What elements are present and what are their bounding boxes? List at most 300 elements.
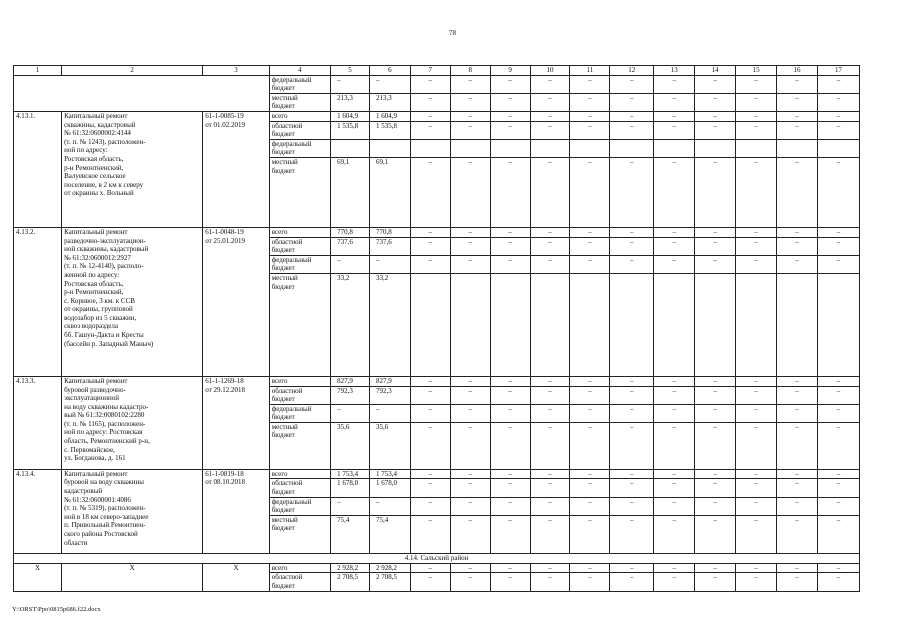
value-cell: – <box>610 422 654 469</box>
permit-number-line: от 08.10.2018 <box>205 478 245 487</box>
funding-source-label <box>269 121 330 139</box>
value-cell: – <box>695 157 736 227</box>
section-title: 4.14. Сальский район <box>14 553 860 563</box>
value-cell: – <box>570 479 610 497</box>
value-col5: 1 753,4 <box>331 469 370 479</box>
item-description-line: водозабор из 5 скважин, <box>64 313 137 322</box>
value-cell <box>410 139 450 157</box>
value-cell: – <box>410 469 450 479</box>
value-cell: – <box>777 563 818 573</box>
value-cell: – <box>410 111 450 121</box>
value-cell: – <box>490 497 530 515</box>
value-cell: – <box>777 255 818 273</box>
value-cell: – <box>817 93 859 111</box>
value-cell: – <box>654 469 695 479</box>
permit-number-line: от 01.02.2019 <box>205 120 245 129</box>
funding-source-label-line: бюджет <box>271 84 295 93</box>
value-col5: – <box>331 255 370 273</box>
value-cell: – <box>570 376 610 386</box>
value-cell: – <box>695 422 736 469</box>
item-description-line: области <box>64 538 88 547</box>
item-description-line: от окраины, групповой <box>64 305 133 314</box>
funding-source-label-line: всего <box>271 563 288 572</box>
value-cell: – <box>817 111 859 121</box>
item-description-line: поселение, в 2 км к северу <box>64 180 144 189</box>
item-description-line: с. Первомайское, <box>64 445 115 454</box>
value-cell: – <box>736 121 777 139</box>
value-cell: – <box>410 422 450 469</box>
value-cell <box>817 139 859 157</box>
value-col5: 2 708,5 <box>331 573 370 591</box>
funding-source-label-line: всего <box>271 111 288 120</box>
value-cell: – <box>817 75 859 93</box>
funding-source-label-line: бюджет <box>271 102 295 111</box>
value-cell: – <box>530 497 570 515</box>
value-cell: – <box>736 573 777 591</box>
value-cell: – <box>530 386 570 404</box>
value-cell <box>410 273 450 376</box>
value-cell: – <box>777 469 818 479</box>
funding-source-label-line: бюджет <box>271 395 295 404</box>
value-col5: 770,8 <box>331 227 370 237</box>
value-col6: 1 535,8 <box>369 121 410 139</box>
value-cell: – <box>490 237 530 255</box>
value-cell: – <box>654 93 695 111</box>
value-cell: – <box>695 75 736 93</box>
value-col6: 1 678,0 <box>369 479 410 497</box>
value-cell: – <box>736 404 777 422</box>
column-number-cell: 5 <box>331 66 370 76</box>
item-number: 4.13.3. <box>14 376 62 469</box>
column-number-cell: 6 <box>369 66 410 76</box>
item-description-line: № 61:32:0600002:4144 <box>64 129 131 138</box>
placeholder-x: X <box>203 563 269 591</box>
value-cell: – <box>654 121 695 139</box>
funding-source-label-line: бюджет <box>271 431 295 440</box>
value-cell <box>450 273 490 376</box>
permit-number-line: 61-1-0085-19 <box>205 111 244 120</box>
item-description-line: ной по адресу: Ростовская <box>64 428 143 437</box>
value-cell: – <box>736 227 777 237</box>
value-col6: 75,4 <box>369 515 410 553</box>
value-cell: – <box>736 386 777 404</box>
item-number: 4.13.1. <box>14 111 62 227</box>
value-col6: – <box>369 255 410 273</box>
table-row <box>14 376 860 386</box>
item-description-line: (т. п. № 1243), расположен- <box>64 137 146 146</box>
value-cell: – <box>490 515 530 553</box>
column-number-cell: 3 <box>203 66 269 76</box>
value-cell: – <box>410 237 450 255</box>
funding-source-label <box>269 237 330 255</box>
item-description-line: скважины, кадастровый <box>64 120 136 129</box>
value-col6: – <box>369 75 410 93</box>
value-cell: – <box>654 157 695 227</box>
item-description-line: кадастровый <box>64 487 103 496</box>
value-cell: – <box>490 404 530 422</box>
table-row <box>14 553 860 563</box>
value-cell: – <box>654 237 695 255</box>
item-description-line: вый № 61:32:0080102:2280 <box>64 411 145 420</box>
value-col6: 737,6 <box>369 237 410 255</box>
value-col6: 827,9 <box>369 376 410 386</box>
value-cell <box>736 139 777 157</box>
value-cell: – <box>570 573 610 591</box>
value-cell: – <box>736 422 777 469</box>
column-number-cell: 10 <box>530 66 570 76</box>
value-cell: – <box>490 157 530 227</box>
item-description-line: Капитальный ремонт <box>64 227 128 236</box>
funding-source-label-line: бюджет <box>271 524 295 533</box>
table-row <box>14 75 860 93</box>
value-cell: – <box>490 227 530 237</box>
item-description-line: р-н Ремонтненский, <box>64 288 124 297</box>
value-cell: – <box>777 111 818 121</box>
column-number-cell: 4 <box>269 66 330 76</box>
value-cell: – <box>610 93 654 111</box>
value-cell: – <box>654 404 695 422</box>
value-cell: – <box>450 376 490 386</box>
value-cell: – <box>654 255 695 273</box>
value-cell <box>450 139 490 157</box>
value-cell: – <box>654 75 695 93</box>
value-cell: – <box>777 573 818 591</box>
table-row <box>14 563 860 573</box>
value-cell: – <box>490 469 530 479</box>
funding-source-label <box>269 422 330 469</box>
value-cell: – <box>410 157 450 227</box>
item-description-line: № 61:32:0600012:2927 <box>64 253 131 262</box>
permit-number <box>203 376 269 469</box>
funding-source-label-line: бюджет <box>271 282 295 291</box>
value-cell: – <box>570 237 610 255</box>
empty-cell <box>14 75 270 111</box>
column-number-cell: 9 <box>490 66 530 76</box>
value-cell: – <box>530 376 570 386</box>
funding-source-label-line: всего <box>271 376 288 385</box>
value-cell: – <box>570 404 610 422</box>
value-cell: – <box>410 386 450 404</box>
item-number: 4.13.4. <box>14 469 62 553</box>
value-cell: – <box>410 497 450 515</box>
funding-source-label <box>269 93 330 111</box>
funding-source-label-line: бюджет <box>271 413 295 422</box>
value-cell: – <box>695 376 736 386</box>
value-cell: – <box>695 469 736 479</box>
value-cell: – <box>610 515 654 553</box>
value-cell: – <box>410 563 450 573</box>
funding-source-label <box>269 157 330 227</box>
permit-number-line: 61-1-1269-18 <box>205 376 244 385</box>
value-cell: – <box>570 111 610 121</box>
value-col5: 213,3 <box>331 93 370 111</box>
item-description-line: ной по адресу: <box>64 146 108 155</box>
value-cell <box>817 273 859 376</box>
item-description-line: (т. п. № 12-4140), располо- <box>64 262 144 271</box>
value-cell <box>777 273 818 376</box>
column-number-cell: 11 <box>570 66 610 76</box>
permit-number-line: от 29.12.2018 <box>205 385 245 394</box>
value-cell: – <box>610 111 654 121</box>
value-cell: – <box>817 479 859 497</box>
value-cell <box>736 273 777 376</box>
value-cell: – <box>530 404 570 422</box>
value-cell: – <box>570 497 610 515</box>
funding-source-label-line: областной <box>271 573 303 582</box>
funding-source-label-line: областной <box>271 386 303 395</box>
value-cell: – <box>410 573 450 591</box>
value-cell: – <box>817 386 859 404</box>
value-cell: – <box>695 121 736 139</box>
value-col5: 1 604,9 <box>331 111 370 121</box>
funding-source-label <box>269 227 330 237</box>
column-number-row <box>14 66 860 76</box>
value-cell: – <box>530 227 570 237</box>
value-cell: – <box>695 563 736 573</box>
table-body <box>14 66 860 592</box>
permit-number-line: 61-1-0048-19 <box>205 227 244 236</box>
value-cell: – <box>817 121 859 139</box>
value-cell: – <box>736 376 777 386</box>
value-cell: – <box>410 515 450 553</box>
value-cell: – <box>570 75 610 93</box>
value-cell: – <box>450 573 490 591</box>
value-cell: – <box>490 386 530 404</box>
value-cell: – <box>817 157 859 227</box>
value-cell: – <box>736 479 777 497</box>
value-col5: – <box>331 404 370 422</box>
value-cell: – <box>450 515 490 553</box>
item-description-line: сквоз водораздела <box>64 322 118 331</box>
value-cell: – <box>817 563 859 573</box>
value-cell: – <box>817 227 859 237</box>
item-description <box>62 469 203 553</box>
value-cell: – <box>570 255 610 273</box>
value-cell: – <box>570 515 610 553</box>
value-cell: – <box>817 404 859 422</box>
value-col5: 792,3 <box>331 386 370 404</box>
value-cell <box>654 273 695 376</box>
value-col6: 1 753,4 <box>369 469 410 479</box>
value-cell: – <box>817 422 859 469</box>
value-cell: – <box>610 376 654 386</box>
value-cell: – <box>736 469 777 479</box>
value-col6: – <box>369 404 410 422</box>
value-cell: – <box>777 376 818 386</box>
funding-source-label-line: бюджет <box>271 166 295 175</box>
funding-source-label <box>269 75 330 93</box>
value-cell: – <box>654 515 695 553</box>
value-cell: – <box>736 111 777 121</box>
value-cell: – <box>450 422 490 469</box>
value-cell: – <box>654 376 695 386</box>
value-cell: – <box>610 121 654 139</box>
value-col6: 33,2 <box>369 273 410 376</box>
value-cell: – <box>654 111 695 121</box>
permit-number <box>203 227 269 376</box>
value-cell: – <box>450 386 490 404</box>
value-cell <box>610 139 654 157</box>
item-description-line: с. Корнвое, 3 км. к ССВ <box>64 296 135 305</box>
value-cell: – <box>654 422 695 469</box>
item-description-line: Капитальный ремонт <box>64 376 128 385</box>
value-cell: – <box>570 157 610 227</box>
column-number-cell: 2 <box>62 66 203 76</box>
funding-source-label-line: бюджет <box>271 264 295 273</box>
value-cell: – <box>736 75 777 93</box>
item-description <box>62 111 203 227</box>
item-description-line: область, Ремонтненский р-н, <box>64 437 150 446</box>
value-cell: – <box>777 422 818 469</box>
value-cell: – <box>570 93 610 111</box>
value-cell <box>490 273 530 376</box>
funding-source-label <box>269 255 330 273</box>
item-description-line: буровой на воду скважины <box>64 478 144 487</box>
value-col6 <box>369 139 410 157</box>
item-description-line: ул. Богданова, д. 161 <box>64 454 126 463</box>
value-cell: – <box>490 479 530 497</box>
value-cell: – <box>654 386 695 404</box>
item-description-line: ной в 18 км северо-западнее <box>64 512 149 521</box>
value-cell: – <box>736 93 777 111</box>
value-col6: 35,6 <box>369 422 410 469</box>
funding-source-label <box>269 273 330 376</box>
value-cell: – <box>654 479 695 497</box>
funding-source-label-line: местный <box>271 93 298 102</box>
value-col5: 737,6 <box>331 237 370 255</box>
value-cell: – <box>777 386 818 404</box>
table-row <box>14 469 860 479</box>
value-col6: 213,3 <box>369 93 410 111</box>
value-cell: – <box>610 497 654 515</box>
value-cell: – <box>695 479 736 497</box>
value-cell <box>490 139 530 157</box>
value-cell: – <box>695 386 736 404</box>
funding-source-label-line: бюджет <box>271 148 295 157</box>
value-cell: – <box>450 121 490 139</box>
value-cell: – <box>450 497 490 515</box>
permit-number <box>203 111 269 227</box>
value-cell: – <box>817 255 859 273</box>
value-col5: 1 678,0 <box>331 479 370 497</box>
funding-source-label-line: местный <box>271 273 298 282</box>
value-cell: – <box>570 563 610 573</box>
value-cell: – <box>817 469 859 479</box>
file-path-footer: Y:\ORST\Ppo\0815p686.f22.docx <box>12 606 101 613</box>
value-col5: 33,2 <box>331 273 370 376</box>
funding-source-label-line: федеральный <box>271 255 312 264</box>
value-cell: – <box>610 227 654 237</box>
funding-source-label-line: бюджет <box>271 506 295 515</box>
value-cell <box>570 273 610 376</box>
value-cell: – <box>530 255 570 273</box>
funding-source-label-line: федеральный <box>271 497 312 506</box>
value-cell: – <box>570 227 610 237</box>
value-cell: – <box>450 93 490 111</box>
page-number: 78 <box>449 29 456 37</box>
value-cell: – <box>450 237 490 255</box>
item-description-line: Капитальный ремонт <box>64 469 128 478</box>
value-cell: – <box>654 227 695 237</box>
funding-source-label-line: бюджет <box>271 130 295 139</box>
permit-number-line: 61-1-0819-18 <box>205 469 244 478</box>
value-cell: – <box>410 227 450 237</box>
funding-source-label-line: всего <box>271 227 288 236</box>
funding-source-label-line: бюджет <box>271 246 295 255</box>
value-cell: – <box>695 255 736 273</box>
value-cell: – <box>410 93 450 111</box>
value-cell <box>610 273 654 376</box>
item-description-line: от окраины х. Вольный <box>64 189 134 198</box>
funding-source-label-line: местный <box>271 422 298 431</box>
funding-source-label <box>269 563 330 573</box>
value-cell: – <box>817 573 859 591</box>
value-cell: – <box>410 479 450 497</box>
value-cell: – <box>695 111 736 121</box>
item-description-line: п. Привольный Ремонтнен- <box>64 521 146 530</box>
value-col5: 1 535,8 <box>331 121 370 139</box>
value-cell: – <box>610 563 654 573</box>
funding-source-label-line: федеральный <box>271 75 312 84</box>
value-cell: – <box>777 497 818 515</box>
funding-source-label-line: федеральный <box>271 404 312 413</box>
value-cell: – <box>450 479 490 497</box>
value-cell: – <box>695 515 736 553</box>
value-cell: – <box>610 404 654 422</box>
value-cell: – <box>410 75 450 93</box>
value-cell: – <box>530 93 570 111</box>
value-cell: – <box>777 227 818 237</box>
value-cell <box>530 273 570 376</box>
value-cell: – <box>410 121 450 139</box>
value-cell: – <box>450 111 490 121</box>
value-cell: – <box>570 386 610 404</box>
placeholder-x: X <box>62 563 203 591</box>
value-col5: 75,4 <box>331 515 370 553</box>
value-cell: – <box>695 404 736 422</box>
table-row <box>14 111 860 121</box>
value-cell <box>570 139 610 157</box>
funding-source-label-line: областной <box>271 121 303 130</box>
value-cell: – <box>610 386 654 404</box>
value-cell: – <box>610 237 654 255</box>
value-cell: – <box>530 111 570 121</box>
item-description-line: (бассейн р. Западный Маныч) <box>64 339 154 348</box>
value-cell <box>530 139 570 157</box>
value-cell: – <box>490 422 530 469</box>
item-description-line: Капитальный ремонт <box>64 111 128 120</box>
funding-source-label <box>269 497 330 515</box>
value-cell: – <box>610 157 654 227</box>
funding-source-label <box>269 479 330 497</box>
value-cell: – <box>736 515 777 553</box>
value-cell: – <box>777 237 818 255</box>
value-cell: – <box>530 121 570 139</box>
value-cell: – <box>736 255 777 273</box>
value-cell: – <box>777 157 818 227</box>
value-cell: – <box>490 563 530 573</box>
value-cell: – <box>570 121 610 139</box>
funding-source-label-line: областной <box>271 237 303 246</box>
column-number-cell: 13 <box>654 66 695 76</box>
value-cell: – <box>610 573 654 591</box>
value-cell: – <box>570 422 610 469</box>
item-description-line: женной по адресу: <box>64 270 120 279</box>
value-cell: – <box>530 563 570 573</box>
funding-source-label-line: всего <box>271 469 288 478</box>
value-cell: – <box>695 497 736 515</box>
funding-source-label <box>269 469 330 479</box>
